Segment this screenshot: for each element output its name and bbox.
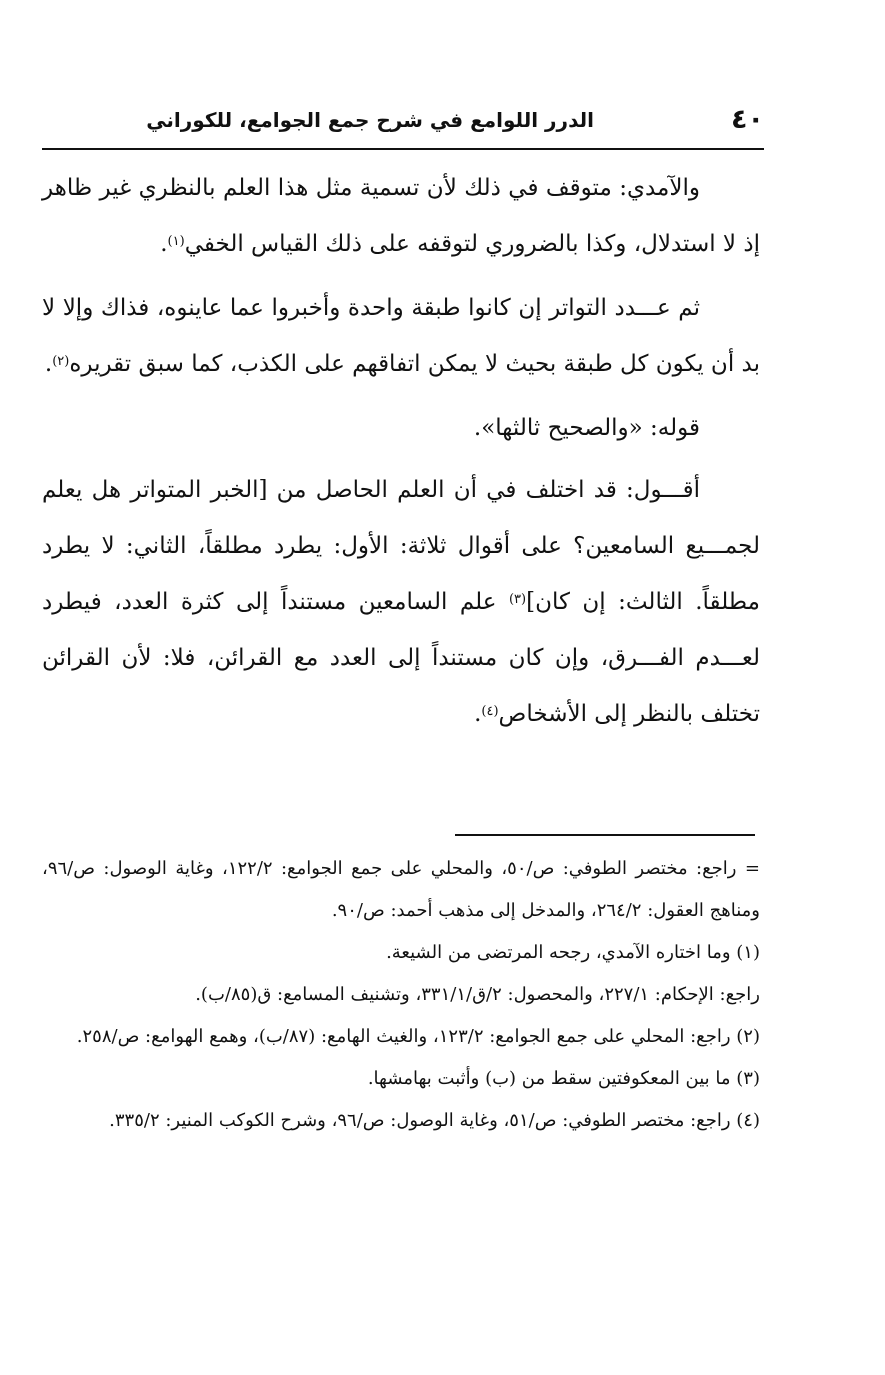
footnote-marker-4: (٤) [481,704,499,719]
footnote-marker-2: (٢) [52,354,70,369]
footnote-1: (١) وما اختاره الآمدي، رجحه المرتضى من الشيعة. [386,942,760,963]
footnote-marker-1: (١) [167,234,185,249]
paragraph-1 [42,160,760,272]
paragraph-end: . [474,701,482,727]
paragraph-3 [42,400,760,456]
footnote-marker-3: (٣) [508,592,527,607]
footnote-2: (٢) راجع: المحلي على جمع الجوامع: ١٢٣/٢، والغيث الهامع: (٨٧/ب)، وهمع الهوامع: ص/٢٥٨. [76,1026,760,1047]
paragraph-end: . [44,351,53,377]
paragraph-text: والآمدي: متوقف في ذلك لأن تسمية مثل هذا العلم بالنظري غير ظاهر إذ لا استدلال، وكذا بالضروري لتوقفه على ذلك القياس الخفي [42,175,760,257]
running-title: الدرر اللوامع في شرح جمع الجوامع، للكوراني [146,108,594,132]
page-number: ٤٠ [731,104,764,135]
header-rule [42,148,764,150]
footnote-separator [455,834,755,836]
paragraph-2 [42,280,760,392]
paragraph-text: علم السامعين مستنداً إلى كثرة العدد، فيطرد لعـــدم الفـــرق، وإن كان مستنداً إلى العدد مع القرائن، فلا: لأن القرائن تختلف بالنظر إلى الأشخاص [42,589,760,727]
footnote-3: (٣) ما بين المعكوفتين سقط من (ب) وأثبت بهامشها. [367,1068,760,1089]
footnote-1-continued: راجع: الإحكام: ٢٢٧/١، والمحصول: ٢/ق/٣٣١/١، وتشنيف المسامع: ق(٨٥/ب). [195,984,760,1005]
paragraph-text: أقـــول: قد اختلف في أن العلم الحاصل من [الخبر المتواتر هل يعلم لجمـــيع السامعين؟ على أقوال ثلاثة: الأول: يطرد مطلقاً، الثاني: لا يطرد مطلقاً. الثالث: إن كان] [42,477,760,615]
paragraph-text: قوله: «والصحيح ثالثها». [473,415,700,441]
footnote-continuation: = راجع: مختصر الطوفي: ص/٥٠، والمحلي على جمع الجوامع: ١٢٢/٢، وغاية الوصول: ص/٩٦، ومناهج العقول: ٢٦٤/٢، والمدخل إلى مذهب أحمد: ص/٩٠. [42,858,761,921]
footnote-4: (٤) راجع: مختصر الطوفي: ص/٥١، وغاية الوصول: ص/٩٦، وشرح الكوكب المنير: ٣٣٥/٢. [109,1110,760,1131]
paragraph-4 [42,462,760,742]
page-header [42,100,764,146]
footnotes [42,848,760,1142]
paragraph-text: ثم عـــدد التواتر إن كانوا طبقة واحدة وأخبروا عما عاينوه، فذاك وإلا لا بد أن يكون كل طبقة بحيث لا يمكن اتفاقهم على الكذب، كما سبق تقريره [42,295,760,377]
paragraph-end: . [160,231,168,257]
main-text [42,160,760,750]
